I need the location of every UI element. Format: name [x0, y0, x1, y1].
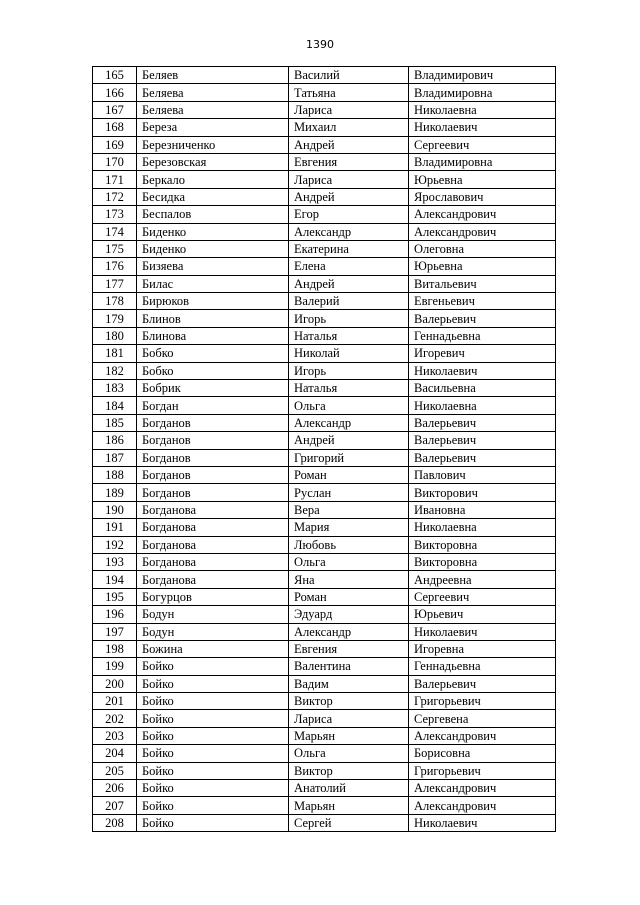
row-number-cell: 196	[93, 606, 137, 623]
last-name-cell: Богурцов	[137, 588, 289, 605]
first-name-cell: Игорь	[289, 362, 409, 379]
first-name-cell: Валентина	[289, 658, 409, 675]
first-name-cell: Вера	[289, 501, 409, 518]
table-row	[93, 553, 556, 570]
table-row	[93, 67, 556, 84]
last-name-cell: Бойко	[137, 727, 289, 744]
table-row	[93, 119, 556, 136]
row-number-cell: 188	[93, 466, 137, 483]
last-name-cell: Блинов	[137, 310, 289, 327]
row-number-cell: 186	[93, 432, 137, 449]
table-row	[93, 153, 556, 170]
first-name-cell: Мария	[289, 519, 409, 536]
first-name-cell: Виктор	[289, 762, 409, 779]
last-name-cell: Бирюков	[137, 293, 289, 310]
table-row	[93, 623, 556, 640]
last-name-cell: Богданова	[137, 553, 289, 570]
last-name-cell: Богданов	[137, 484, 289, 501]
first-name-cell: Егор	[289, 206, 409, 223]
row-number-cell: 180	[93, 327, 137, 344]
patronymic-cell: Ярославович	[409, 188, 556, 205]
patronymic-cell: Григорьевич	[409, 762, 556, 779]
row-number-cell: 206	[93, 780, 137, 797]
first-name-cell: Лариса	[289, 171, 409, 188]
row-number-cell: 204	[93, 745, 137, 762]
first-name-cell: Любовь	[289, 536, 409, 553]
first-name-cell: Ольга	[289, 553, 409, 570]
table-row	[93, 797, 556, 814]
patronymic-cell: Валерьевич	[409, 414, 556, 431]
patronymic-cell: Юрьевна	[409, 258, 556, 275]
first-name-cell: Лариса	[289, 101, 409, 118]
first-name-cell: Сергей	[289, 814, 409, 831]
first-name-cell: Руслан	[289, 484, 409, 501]
last-name-cell: Богданова	[137, 571, 289, 588]
patronymic-cell: Геннадьевна	[409, 658, 556, 675]
first-name-cell: Анатолий	[289, 780, 409, 797]
patronymic-cell: Игоревна	[409, 640, 556, 657]
table-row	[93, 84, 556, 101]
table-row	[93, 397, 556, 414]
row-number-cell: 203	[93, 727, 137, 744]
first-name-cell: Андрей	[289, 188, 409, 205]
last-name-cell: Березниченко	[137, 136, 289, 153]
first-name-cell: Елена	[289, 258, 409, 275]
table-row	[93, 727, 556, 744]
patronymic-cell: Владимировна	[409, 84, 556, 101]
patronymic-cell: Александрович	[409, 206, 556, 223]
table-row	[93, 240, 556, 257]
patronymic-cell: Александрович	[409, 797, 556, 814]
first-name-cell: Роман	[289, 466, 409, 483]
first-name-cell: Евгения	[289, 640, 409, 657]
patronymic-cell: Григорьевич	[409, 693, 556, 710]
patronymic-cell: Александрович	[409, 223, 556, 240]
table-row	[93, 327, 556, 344]
row-number-cell: 167	[93, 101, 137, 118]
last-name-cell: Беляева	[137, 101, 289, 118]
last-name-cell: Бойко	[137, 693, 289, 710]
patronymic-cell: Александрович	[409, 780, 556, 797]
row-number-cell: 197	[93, 623, 137, 640]
table-row	[93, 310, 556, 327]
last-name-cell: Биденко	[137, 240, 289, 257]
last-name-cell: Бобко	[137, 362, 289, 379]
patronymic-cell: Олеговна	[409, 240, 556, 257]
first-name-cell: Андрей	[289, 275, 409, 292]
row-number-cell: 195	[93, 588, 137, 605]
last-name-cell: Билас	[137, 275, 289, 292]
first-name-cell: Екатерина	[289, 240, 409, 257]
table-row	[93, 606, 556, 623]
first-name-cell: Игорь	[289, 310, 409, 327]
first-name-cell: Марьян	[289, 727, 409, 744]
row-number-cell: 184	[93, 397, 137, 414]
table-row	[93, 206, 556, 223]
first-name-cell: Валерий	[289, 293, 409, 310]
last-name-cell: Богданова	[137, 519, 289, 536]
patronymic-cell: Юрьевич	[409, 606, 556, 623]
row-number-cell: 183	[93, 380, 137, 397]
row-number-cell: 189	[93, 484, 137, 501]
patronymic-cell: Сергевена	[409, 710, 556, 727]
first-name-cell: Яна	[289, 571, 409, 588]
row-number-cell: 169	[93, 136, 137, 153]
table-row	[93, 745, 556, 762]
roster-table	[92, 66, 556, 832]
row-number-cell: 179	[93, 310, 137, 327]
patronymic-cell: Геннадьевна	[409, 327, 556, 344]
last-name-cell: Бойко	[137, 710, 289, 727]
last-name-cell: Беляева	[137, 84, 289, 101]
first-name-cell: Лариса	[289, 710, 409, 727]
patronymic-cell: Андреевна	[409, 571, 556, 588]
first-name-cell: Татьяна	[289, 84, 409, 101]
patronymic-cell: Борисовна	[409, 745, 556, 762]
row-number-cell: 201	[93, 693, 137, 710]
patronymic-cell: Николаевич	[409, 362, 556, 379]
patronymic-cell: Сергеевич	[409, 588, 556, 605]
table-row	[93, 571, 556, 588]
patronymic-cell: Николаевна	[409, 101, 556, 118]
first-name-cell: Михаил	[289, 119, 409, 136]
patronymic-cell: Витальевич	[409, 275, 556, 292]
patronymic-cell: Евгеньевич	[409, 293, 556, 310]
last-name-cell: Бодун	[137, 623, 289, 640]
table-row	[93, 136, 556, 153]
last-name-cell: Беспалов	[137, 206, 289, 223]
patronymic-cell: Викторовна	[409, 553, 556, 570]
table-row	[93, 171, 556, 188]
last-name-cell: Божина	[137, 640, 289, 657]
patronymic-cell: Владимировна	[409, 153, 556, 170]
last-name-cell: Бойко	[137, 780, 289, 797]
last-name-cell: Бойко	[137, 797, 289, 814]
patronymic-cell: Владимирович	[409, 67, 556, 84]
row-number-cell: 199	[93, 658, 137, 675]
table-row	[93, 640, 556, 657]
table-row	[93, 449, 556, 466]
patronymic-cell: Валерьевич	[409, 449, 556, 466]
row-number-cell: 170	[93, 153, 137, 170]
last-name-cell: Богдан	[137, 397, 289, 414]
row-number-cell: 198	[93, 640, 137, 657]
table-row	[93, 275, 556, 292]
row-number-cell: 178	[93, 293, 137, 310]
table-row	[93, 658, 556, 675]
last-name-cell: Бойко	[137, 814, 289, 831]
patronymic-cell: Валерьевич	[409, 675, 556, 692]
first-name-cell: Марьян	[289, 797, 409, 814]
table-row	[93, 362, 556, 379]
last-name-cell: Бесидка	[137, 188, 289, 205]
last-name-cell: Бойко	[137, 658, 289, 675]
last-name-cell: Бойко	[137, 675, 289, 692]
row-number-cell: 171	[93, 171, 137, 188]
first-name-cell: Александр	[289, 223, 409, 240]
patronymic-cell: Викторович	[409, 484, 556, 501]
table-row	[93, 466, 556, 483]
table-row	[93, 101, 556, 118]
patronymic-cell: Васильевна	[409, 380, 556, 397]
first-name-cell: Виктор	[289, 693, 409, 710]
patronymic-cell: Валерьевич	[409, 310, 556, 327]
first-name-cell: Андрей	[289, 432, 409, 449]
row-number-cell: 176	[93, 258, 137, 275]
patronymic-cell: Викторовна	[409, 536, 556, 553]
table-row	[93, 814, 556, 831]
table-row	[93, 501, 556, 518]
last-name-cell: Береза	[137, 119, 289, 136]
first-name-cell: Наталья	[289, 327, 409, 344]
last-name-cell: Бодун	[137, 606, 289, 623]
row-number-cell: 190	[93, 501, 137, 518]
patronymic-cell: Валерьевич	[409, 432, 556, 449]
last-name-cell: Богданова	[137, 536, 289, 553]
last-name-cell: Бизяева	[137, 258, 289, 275]
table-row	[93, 536, 556, 553]
first-name-cell: Вадим	[289, 675, 409, 692]
row-number-cell: 173	[93, 206, 137, 223]
patronymic-cell: Юрьевна	[409, 171, 556, 188]
row-number-cell: 175	[93, 240, 137, 257]
row-number-cell: 193	[93, 553, 137, 570]
last-name-cell: Бойко	[137, 745, 289, 762]
row-number-cell: 200	[93, 675, 137, 692]
table-row	[93, 519, 556, 536]
patronymic-cell: Николаевич	[409, 814, 556, 831]
patronymic-cell: Игоревич	[409, 345, 556, 362]
row-number-cell: 187	[93, 449, 137, 466]
first-name-cell: Наталья	[289, 380, 409, 397]
table-row	[93, 293, 556, 310]
first-name-cell: Григорий	[289, 449, 409, 466]
table-row	[93, 432, 556, 449]
first-name-cell: Евгения	[289, 153, 409, 170]
table-row	[93, 380, 556, 397]
last-name-cell: Богданов	[137, 466, 289, 483]
row-number-cell: 166	[93, 84, 137, 101]
table-row	[93, 223, 556, 240]
last-name-cell: Беркало	[137, 171, 289, 188]
row-number-cell: 194	[93, 571, 137, 588]
page-number: 1390	[306, 38, 334, 51]
patronymic-cell: Павлович	[409, 466, 556, 483]
table-row	[93, 693, 556, 710]
table-row	[93, 188, 556, 205]
first-name-cell: Николай	[289, 345, 409, 362]
last-name-cell: Богданов	[137, 414, 289, 431]
first-name-cell: Александр	[289, 414, 409, 431]
row-number-cell: 207	[93, 797, 137, 814]
row-number-cell: 168	[93, 119, 137, 136]
row-number-cell: 185	[93, 414, 137, 431]
patronymic-cell: Сергеевич	[409, 136, 556, 153]
first-name-cell: Роман	[289, 588, 409, 605]
roster-table-body	[93, 67, 556, 832]
patronymic-cell: Николаевич	[409, 119, 556, 136]
row-number-cell: 174	[93, 223, 137, 240]
patronymic-cell: Николаевна	[409, 397, 556, 414]
patronymic-cell: Николаевна	[409, 519, 556, 536]
row-number-cell: 191	[93, 519, 137, 536]
row-number-cell: 177	[93, 275, 137, 292]
table-row	[93, 710, 556, 727]
row-number-cell: 205	[93, 762, 137, 779]
first-name-cell: Василий	[289, 67, 409, 84]
last-name-cell: Блинова	[137, 327, 289, 344]
last-name-cell: Богданов	[137, 432, 289, 449]
first-name-cell: Эдуард	[289, 606, 409, 623]
patronymic-cell: Александрович	[409, 727, 556, 744]
table-row	[93, 414, 556, 431]
patronymic-cell: Николаевич	[409, 623, 556, 640]
last-name-cell: Богданов	[137, 449, 289, 466]
first-name-cell: Ольга	[289, 745, 409, 762]
row-number-cell: 182	[93, 362, 137, 379]
table-row	[93, 345, 556, 362]
first-name-cell: Александр	[289, 623, 409, 640]
table-row	[93, 258, 556, 275]
row-number-cell: 181	[93, 345, 137, 362]
first-name-cell: Андрей	[289, 136, 409, 153]
last-name-cell: Биденко	[137, 223, 289, 240]
last-name-cell: Бойко	[137, 762, 289, 779]
row-number-cell: 208	[93, 814, 137, 831]
patronymic-cell: Ивановна	[409, 501, 556, 518]
last-name-cell: Беляев	[137, 67, 289, 84]
table-row	[93, 484, 556, 501]
row-number-cell: 192	[93, 536, 137, 553]
first-name-cell: Ольга	[289, 397, 409, 414]
row-number-cell: 165	[93, 67, 137, 84]
last-name-cell: Богданова	[137, 501, 289, 518]
last-name-cell: Бобрик	[137, 380, 289, 397]
last-name-cell: Бобко	[137, 345, 289, 362]
table-row	[93, 675, 556, 692]
table-row	[93, 762, 556, 779]
table-row	[93, 780, 556, 797]
row-number-cell: 172	[93, 188, 137, 205]
table-row	[93, 588, 556, 605]
last-name-cell: Березовская	[137, 153, 289, 170]
row-number-cell: 202	[93, 710, 137, 727]
